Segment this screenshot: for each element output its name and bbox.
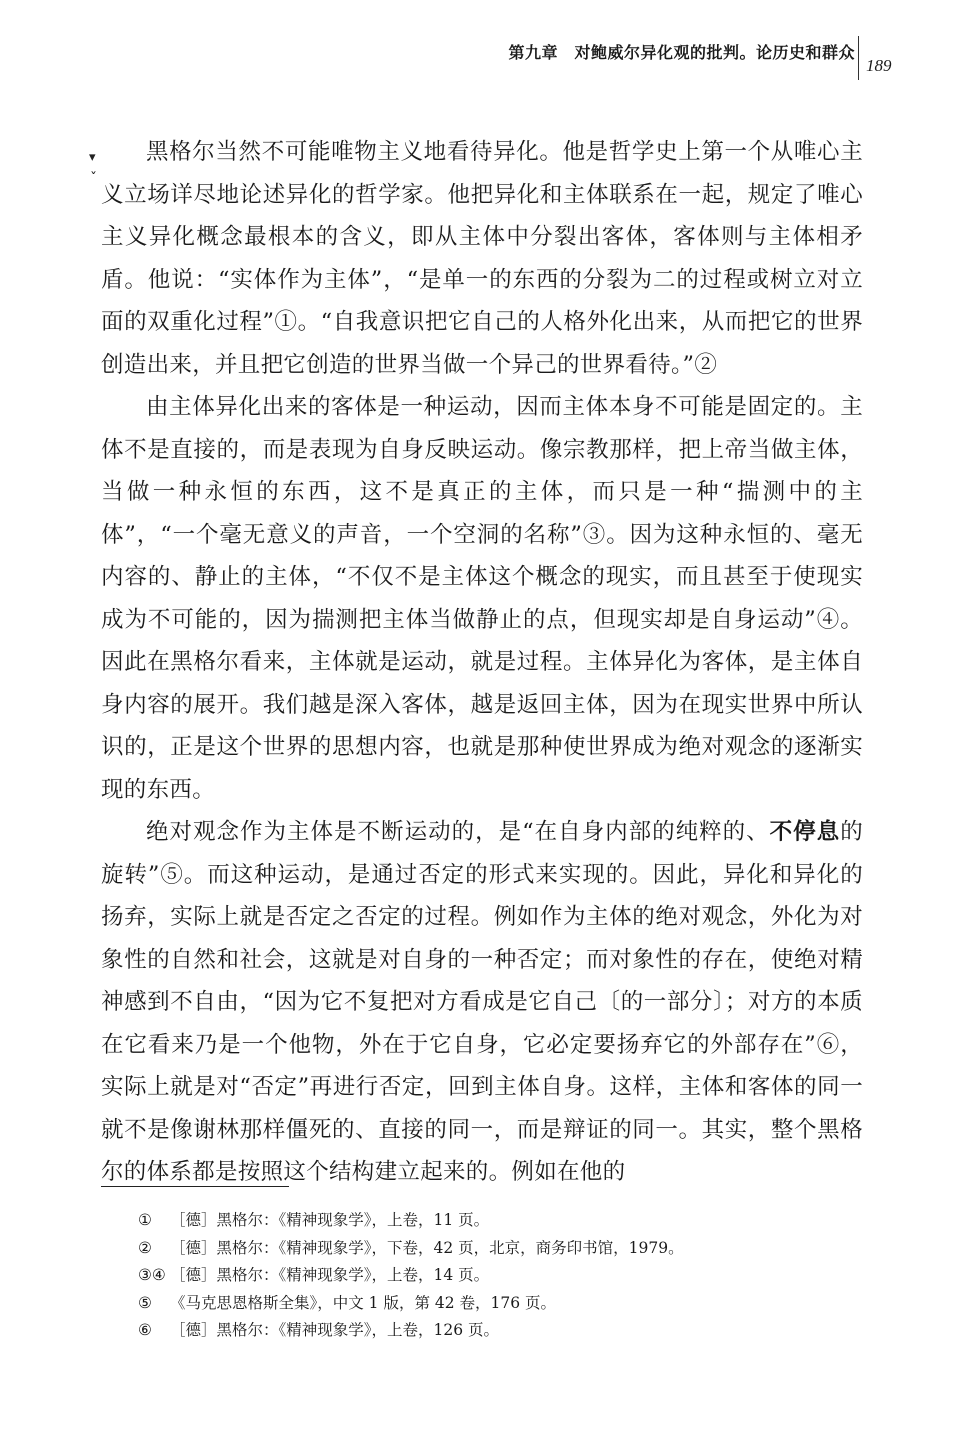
footnote-mark: ②	[138, 1238, 152, 1257]
paragraph: 由主体异化出来的客体是一种运动，因而主体本身不可能是固定的。主体不是直接的，而是表现为自身反映运动。像宗教那样，把上帝当做主体，当做一种永恒的东西，这不是真正的主体，而只是一种“揣测中的主体”，“一个毫无意义的声音，一个空洞的名称”③。因为这种永恒的、毫无内容的、静止的主体，“不仅不是主体这个概念的现实，而且甚至于使现实成为不可能的，因为揣测把主体当做静止的点，但现实却是自身运动”④。因此在黑格尔看来，主体就是运动，就是过程。主体异化为客体，是主体自身内容的展开。我们越是深入客体，越是返回主体，因为在现实世界中所认识的，正是这个世界的思想内容，也就是那种使世界成为绝对观念的逐渐实现的东西。	[101, 394, 863, 803]
footnote-mark: ⑤	[138, 1293, 152, 1312]
header-divider	[858, 36, 859, 80]
footnote	[138, 1290, 878, 1318]
footnote-mark: ⑥	[138, 1321, 152, 1339]
paragraph	[101, 811, 863, 1194]
footnote-text: ［德］黑格尔：《精神现象学》，上卷，14 页。	[170, 1266, 490, 1284]
footnote-text: 《马克思恩格斯全集》，中文 1 版，第 42 卷，176 页。	[170, 1293, 557, 1312]
footnote-text: ［德］黑格尔：《精神现象学》，下卷，42 页，北京，商务印书馆，1979。	[170, 1238, 684, 1257]
footnote-text: ［德］黑格尔：《精神现象学》，上卷，11 页。	[170, 1211, 490, 1229]
margin-tick-icon: ˇ	[90, 171, 97, 187]
margin-mark-icon: ▾	[89, 150, 96, 165]
footnote	[138, 1235, 878, 1263]
paragraph-text: 的旋转”⑤。而这种运动，是通过否定的形式来实现的。因此，异化和异化的扬弃，实际上就是否定之否定的过程。例如作为主体的绝对观念，外化为对象性的自然和社会，这就是对自身的一种否定；而对象性的存在，使绝对精神感到不自由，“因为它不复把对方看成是它自己〔的一部分〕；对方的本质在它看来乃是一个他物，外在于它自身，它必定要扬弃它的外部存在”⑥，实际上就是对“否定”再进行否定，回到主体自身。这样，主体和客体的同一就不是像谢林那样僵死的、直接的同一，而是辩证的同一。其实，整个黑格尔的体系都是按照这个结构建立起来的。例如在他的	[101, 819, 864, 1185]
footnote	[138, 1262, 878, 1290]
footnote-mark: ③④	[138, 1266, 166, 1284]
body-text	[101, 131, 863, 1194]
paragraph-text: 绝对观念作为主体是不断运动的，是“在自身内部的纯粹的、	[146, 819, 770, 845]
running-header	[0, 36, 973, 86]
footnote-text: ［德］黑格尔：《精神现象学》，上卷，126 页。	[170, 1321, 500, 1339]
bold-phrase: 不停息	[769, 819, 841, 845]
paragraph: 黑格尔当然不可能唯物主义地看待异化。他是哲学史上第一个从唯心主义立场详尽地论述异化的哲学家。他把异化和主体联系在一起，规定了唯心主义异化概念最根本的含义，即从主体中分裂出客体，客体则与主体相矛盾。他说：“实体作为主体”，“是单一的东西的分裂为二的过程或树立对立面的双重化过程”①。“自我意识把它自己的人格外化出来，从而把它的世界创造出来，并且把它创造的世界当做一个异己的世界看待。”②	[101, 139, 863, 378]
footnote-mark: ①	[138, 1211, 152, 1229]
footnotes	[138, 1207, 878, 1345]
footnote	[138, 1317, 878, 1345]
page-number: 189	[866, 56, 892, 75]
footnote-divider	[101, 1186, 289, 1187]
footnote	[138, 1207, 878, 1235]
running-title: 第九章 对鲍威尔异化观的批判。论历史和群众	[508, 43, 855, 62]
